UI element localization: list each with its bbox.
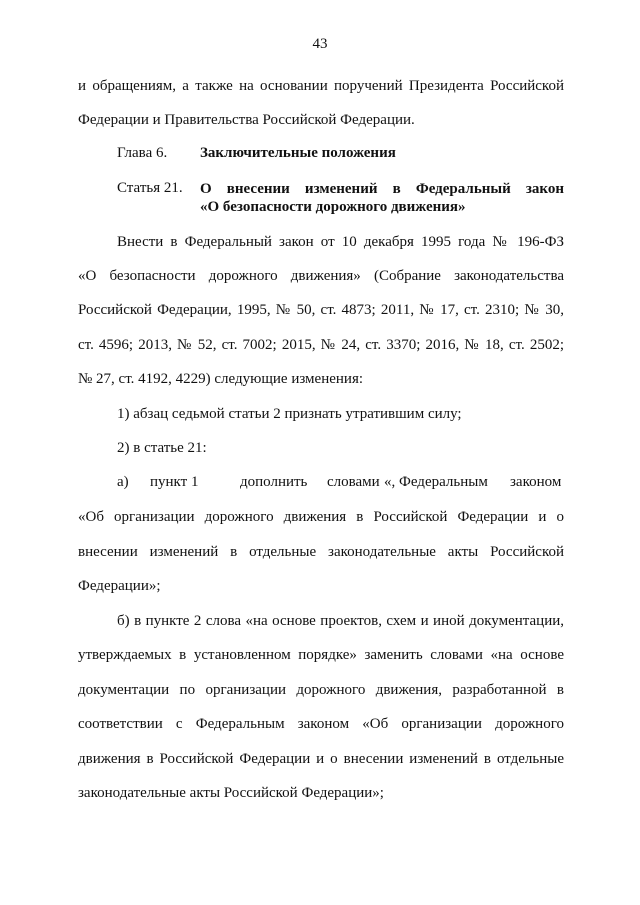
item-b-line-6: законодательные акты Российской Федерации»; [78,785,384,801]
body-line-1: Внести в Федеральный закон от 10 декабря 1995 года № 196-ФЗ [117,234,564,250]
intro-line-1: и обращениям, а также на основании поручений Президента Российской [78,78,564,94]
article-title-line-1: О внесении изменений в Федеральный закон [200,181,564,197]
item-a-word-4: «, Федеральным [384,474,488,490]
body-line-3: Российской Федерации, 1995, № 50, ст. 4873; 2011, № 17, ст. 2310; № 30, [78,302,564,318]
body-line-2: «О безопасности дорожного движения» (Собрание законодательства [78,268,564,284]
body-line-5: № 27, ст. 4192, 4229) следующие изменения: [78,371,364,387]
item-b-line-4: соответствии с Федеральным законом «Об организации дорожного [78,716,564,732]
item-a-marker: а) [117,474,129,490]
item-a-line-2: «Об организации дорожного движения в Российской Федерации и о [78,509,564,525]
item-a-word-2: дополнить [240,474,308,490]
article-title-line-2: «О безопасности дорожного движения» [200,199,466,215]
item-a-line-4: Федерации»; [78,578,161,594]
item-b-line-2: утверждаемых в установленном порядке» заменить словами «на основе [78,647,564,663]
item-b-line-1: б) в пункте 2 слова «на основе проектов, схем и иной документации, [117,613,564,629]
item-a-word-5: законом [510,474,562,490]
chapter-label: Глава 6. [117,145,168,161]
body-line-7: 2) в статье 21: [117,440,207,456]
item-a-line-3: внесении изменений в отдельные законодательные акты Российской [78,544,564,560]
article-label: Статья 21. [117,180,183,196]
intro-line-2: Федерации и Правительства Российской Федерации. [78,112,415,128]
item-a-word-3: словами [327,474,380,490]
item-b-line-5: движения в Российской Федерации и о внесении изменений в отдельные [78,751,564,767]
article-title [200,180,564,216]
item-a-word-1: пункт 1 [150,474,199,490]
item-b-line-3: документации по организации дорожного движения, разработанной в [78,682,564,698]
chapter-title: Заключительные положения [200,145,396,161]
body-line-4: ст. 4596; 2013, № 52, ст. 7002; 2015, № 24, ст. 3370; 2016, № 18, ст. 2502; [78,337,564,353]
body-line-6: 1) абзац седьмой статьи 2 признать утратившим силу; [117,406,462,422]
page-number: 43 [312,36,328,52]
